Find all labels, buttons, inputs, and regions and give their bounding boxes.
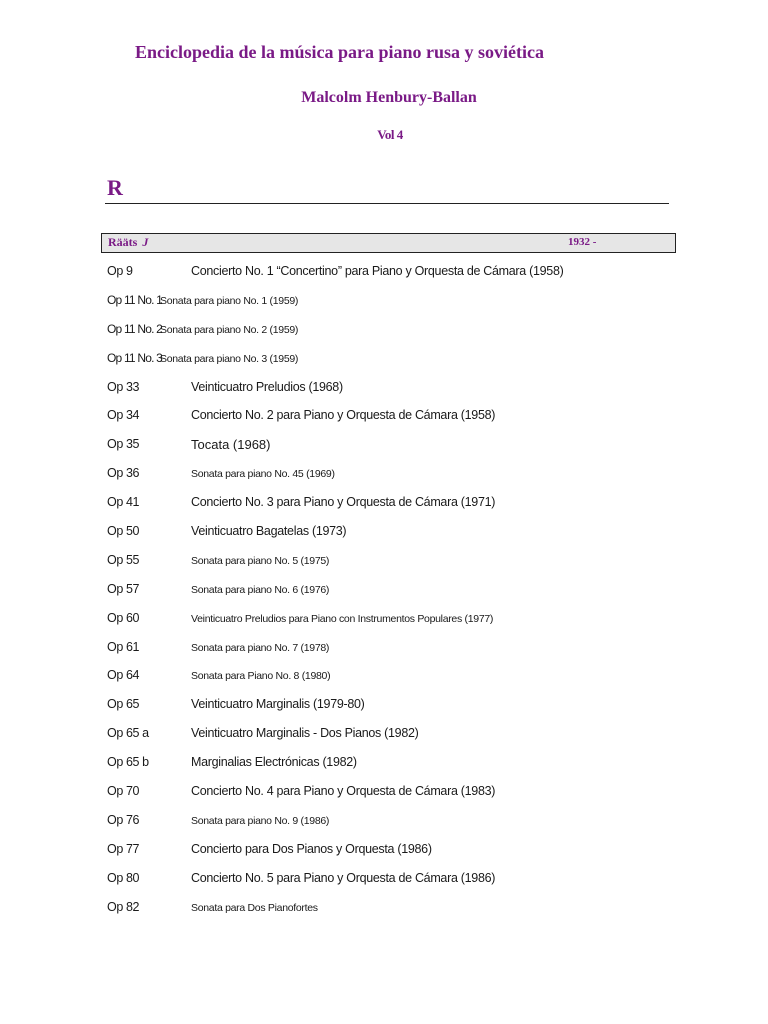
- opus-number: Op 41: [107, 495, 140, 510]
- opus-number: Op 77: [107, 841, 140, 856]
- opus-number: Op 80: [107, 870, 140, 885]
- work-title: Concierto para Dos Pianos y Orquesta (1986): [191, 841, 432, 856]
- work-title: Veinticuatro Preludios para Piano con Instrumentos Populares (1977): [191, 612, 494, 625]
- opus-number: Op 82: [107, 899, 140, 914]
- work-title: Concierto No. 5 para Piano y Orquesta de Cámara (1986): [191, 870, 496, 885]
- work-title: Marginalias Electrónicas (1982): [191, 755, 357, 770]
- work-title: Sonata para piano No. 3 (1959): [160, 352, 299, 365]
- work-title: Sonata para piano No. 1 (1959): [160, 294, 299, 307]
- work-title: Concierto No. 4 para Piano y Orquesta de Cámara (1983): [191, 784, 496, 799]
- opus-number: Op 33: [107, 379, 140, 394]
- work-title: Veinticuatro Marginalis (1979-80): [191, 697, 365, 712]
- work-title: Sonata para piano No. 2 (1959): [160, 323, 299, 336]
- opus-number: Op 34: [107, 408, 140, 423]
- opus-number: Op 60: [107, 610, 140, 625]
- opus-number: Op 9: [107, 264, 133, 278]
- opus-number: Op 64: [107, 668, 140, 683]
- document-author: Malcolm Henbury-Ballan: [301, 89, 477, 106]
- work-title: Tocata (1968): [191, 437, 271, 453]
- work-title: Sonata para piano No. 9 (1986): [191, 814, 330, 827]
- section-letter: R: [107, 175, 123, 200]
- work-title: Veinticuatro Marginalis - Dos Pianos (1982): [191, 726, 419, 741]
- opus-number: Op 76: [107, 812, 140, 827]
- opus-number: Op 11 No. 3: [107, 350, 163, 365]
- work-title: Concierto No. 3 para Piano y Orquesta de Cámara (1971): [191, 495, 496, 510]
- work-title: Sonata para piano No. 5 (1975): [191, 554, 330, 567]
- work-title: Concierto No. 1 “Concertino” para Piano y Orquesta de Cámara (1958): [191, 264, 564, 278]
- opus-number: Op 11 No. 1: [107, 292, 163, 307]
- opus-number: Op 57: [107, 581, 140, 596]
- work-title: Sonata para piano No. 45 (1969): [191, 468, 335, 481]
- work-title: Sonata para piano No. 6 (1976): [191, 583, 330, 596]
- opus-number: Op 65: [107, 697, 140, 712]
- opus-number: Op 65 a: [107, 726, 149, 741]
- opus-number: Op 36: [107, 466, 140, 481]
- document-volume: Vol 4: [377, 127, 403, 142]
- opus-number: Op 35: [107, 437, 140, 452]
- opus-number: Op 11 No. 2: [107, 321, 163, 336]
- composer-header: [101, 233, 676, 253]
- opus-number: Op 70: [107, 784, 140, 799]
- composer-initial: J: [142, 235, 149, 249]
- opus-number: Op 55: [107, 552, 140, 567]
- work-title: Veinticuatro Bagatelas (1973): [191, 524, 347, 539]
- opus-number: Op 50: [107, 524, 140, 539]
- document-title: Enciclopedia de la música para piano rusa y soviética: [135, 42, 545, 62]
- work-title: Sonata para Piano No. 8 (1980): [191, 670, 331, 683]
- section-divider: [105, 203, 669, 204]
- work-title: Sonata para Dos Pianofortes: [191, 901, 318, 914]
- composer-name: [108, 235, 148, 250]
- work-title: Sonata para piano No. 7 (1978): [191, 641, 330, 654]
- composer-dates: 1932 -: [568, 236, 597, 248]
- opus-number: Op 65 b: [107, 755, 149, 770]
- work-title: Veinticuatro Preludios (1968): [191, 379, 343, 394]
- opus-number: Op 61: [107, 639, 140, 654]
- composer-surname: Rääts: [108, 235, 138, 249]
- work-title: Concierto No. 2 para Piano y Orquesta de Cámara (1958): [191, 408, 496, 423]
